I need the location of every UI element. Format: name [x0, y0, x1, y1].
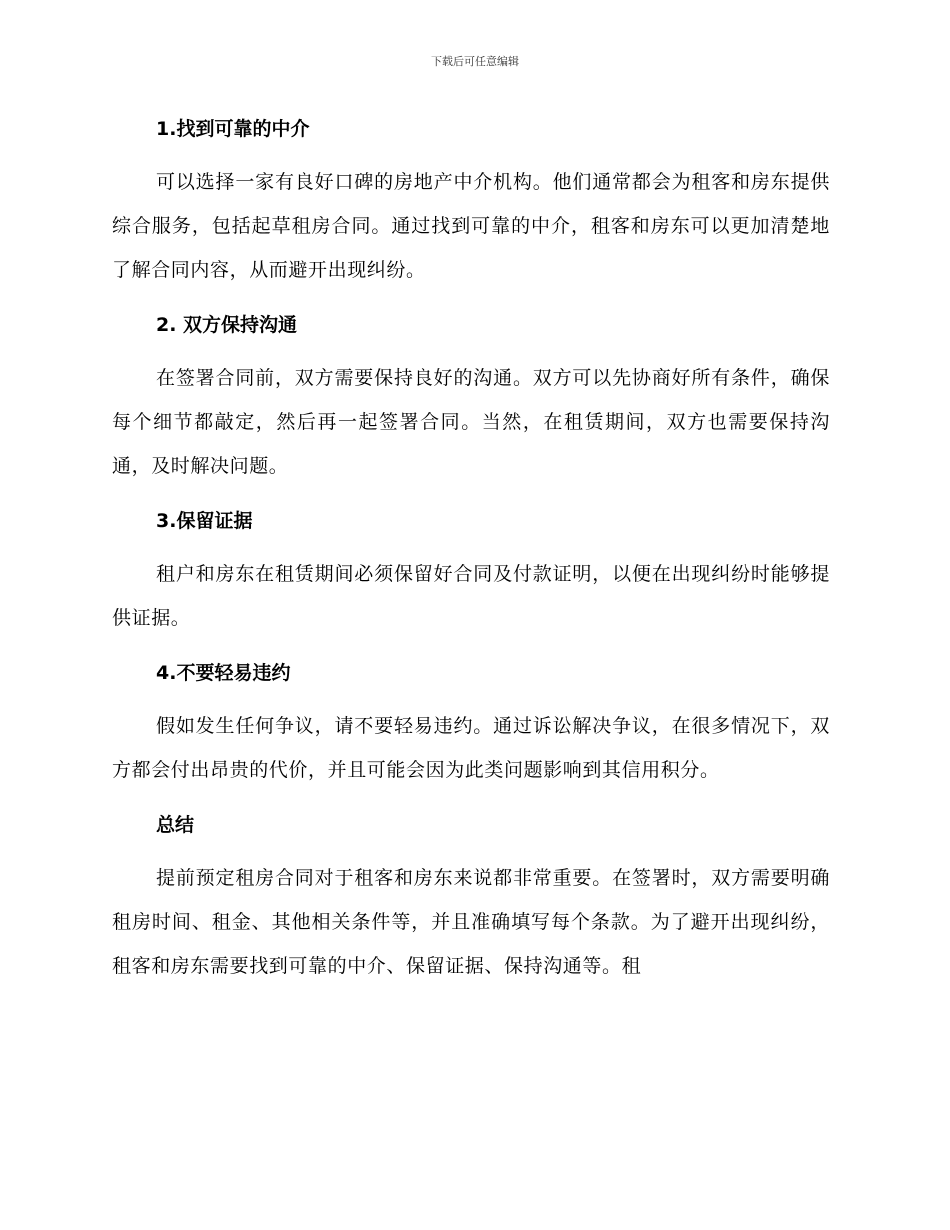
section-heading-summary: 总结 [156, 814, 195, 836]
section-paragraph-1: 可以选择一家有良好口碑的房地产中介机构。他们通常都会为租客和房东提供综合服务，包括起草租房合同。通过找到可靠的中介，租客和房东可以更加清楚地了解合同内容，从而避开出现纠纷。 [112, 171, 830, 281]
section-paragraph-summary: 提前预定租房合同对于租客和房东来说都非常重要。在签署时，双方需要明确租房时间、租金、其他相关条件等，并且准确填写每个条款。为了避开出现纠纷，租客和房东需要找到可靠的中介、保留证据、保持沟通等。租 [112, 867, 830, 977]
section-paragraph-3: 租户和房东在租赁期间必须保留好合同及付款证明，以便在出现纠纷时能够提供证据。 [112, 563, 830, 629]
document-body [112, 108, 830, 1000]
section-paragraph-4: 假如发生任何争议，请不要轻易违约。通过诉讼解决争议，在很多情况下，双方都会付出昂贵的代价，并且可能会因为此类问题影响到其信用积分。 [112, 715, 830, 781]
section-heading-2: 2. 双方保持沟通 [156, 314, 298, 336]
section-paragraph-2: 在签署合同前，双方需要保持良好的沟通。双方可以先协商好所有条件，确保每个细节都敲定，然后再一起签署合同。当然，在租赁期间，双方也需要保持沟通，及时解决问题。 [112, 367, 830, 477]
section-heading-4: 4.不要轻易违约 [156, 662, 291, 684]
section-heading-3: 3.保留证据 [156, 510, 253, 532]
section-heading-1: 1.找到可靠的中介 [156, 118, 310, 140]
page-header: 下载后可任意编辑 [431, 55, 519, 68]
